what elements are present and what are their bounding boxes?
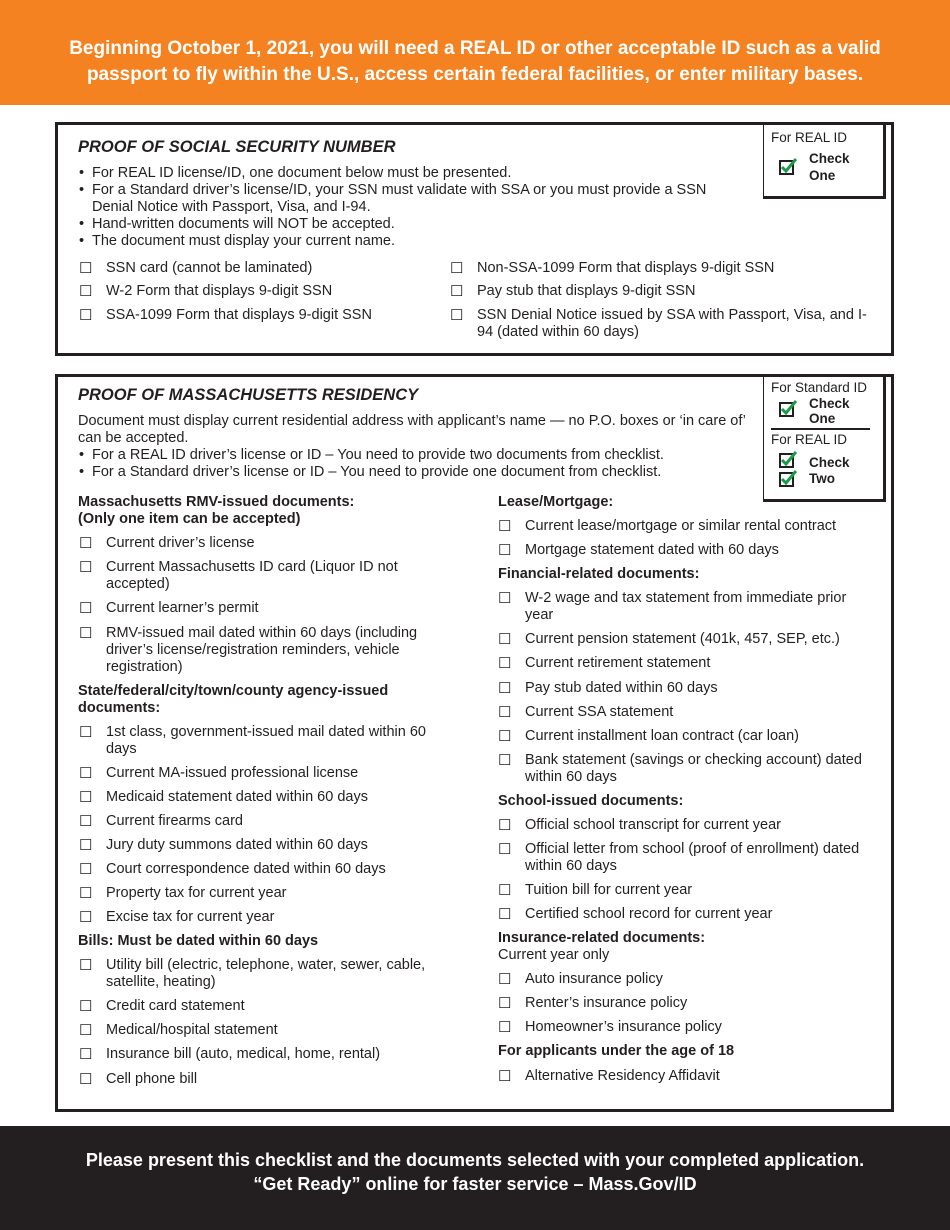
checklist-item[interactable] bbox=[79, 283, 439, 300]
green-checkmark-icon bbox=[779, 451, 797, 468]
checkbox-icon[interactable]: ☐ bbox=[79, 260, 93, 277]
checklist-item-label: Medical/hospital statement bbox=[106, 1022, 278, 1038]
checklist-item-label: Current firearms card bbox=[106, 813, 243, 829]
ssn-instructions bbox=[79, 165, 734, 250]
checklist-item-label: Mortgage statement dated with 60 days bbox=[525, 542, 779, 558]
rmv-documents-heading bbox=[78, 494, 458, 528]
checklist-item[interactable] bbox=[450, 307, 870, 341]
tag-check-count: One bbox=[809, 168, 836, 183]
checklist-item[interactable] bbox=[498, 542, 883, 559]
checklist-item-label: Utility bill (electric, telephone, water, sewer, cable, satellite, heating) bbox=[106, 957, 426, 990]
checklist-item[interactable] bbox=[498, 655, 883, 672]
checkbox-icon[interactable]: ☐ bbox=[498, 590, 512, 607]
checklist-item-label: W-2 wage and tax statement from immediate prior year bbox=[525, 590, 847, 623]
tag-label: For REAL ID bbox=[771, 130, 848, 145]
banner-line-1: Beginning October 1, 2021, you will need a REAL ID or other acceptable ID such as a valid bbox=[69, 38, 881, 59]
checkbox-icon[interactable]: ☐ bbox=[79, 625, 93, 642]
instruction-item: • For REAL ID license/ID, one document below must be presented. bbox=[79, 165, 734, 182]
agency-documents-heading: State/federal/city/town/county agency-issued documents: bbox=[78, 683, 389, 716]
checklist-item-label: SSN card (cannot be laminated) bbox=[106, 260, 313, 276]
checklist-item[interactable] bbox=[498, 817, 883, 834]
checklist-item[interactable] bbox=[79, 885, 439, 902]
checkbox-icon[interactable]: ☐ bbox=[79, 559, 93, 576]
checkbox-icon[interactable]: ☐ bbox=[498, 882, 512, 899]
checklist-item[interactable] bbox=[498, 1019, 883, 1036]
checkbox-icon[interactable]: ☐ bbox=[498, 1019, 512, 1036]
tag-check-count: One bbox=[809, 411, 836, 426]
instruction-item: • For a REAL ID driver’s license or ID – You need to provide two documents from checklist. bbox=[79, 447, 749, 464]
checklist-item-label: Excise tax for current year bbox=[106, 909, 275, 925]
banner-line-2: passport to fly within the U.S., access certain federal facilities, or enter military bases. bbox=[86, 64, 864, 85]
green-checkmark-icon bbox=[779, 400, 797, 417]
checkbox-icon[interactable]: ☐ bbox=[79, 1046, 93, 1063]
checklist-item-label: Medicaid statement dated within 60 days bbox=[106, 789, 368, 805]
residency-section bbox=[55, 374, 894, 1112]
tag-divider bbox=[771, 428, 870, 430]
checklist-item[interactable] bbox=[79, 625, 454, 676]
checklist-item-label: Non-SSA-1099 Form that displays 9-digit SSN bbox=[477, 260, 775, 276]
ssn-section bbox=[55, 122, 894, 356]
checkbox-icon[interactable]: ☐ bbox=[79, 885, 93, 902]
checkbox-icon[interactable]: ☐ bbox=[498, 906, 512, 923]
instruction-item: • For a Standard driver’s license or ID – You need to provide one document from checklist. bbox=[79, 464, 749, 481]
checklist-item[interactable] bbox=[79, 1071, 454, 1088]
checklist-item-label: Cell phone bill bbox=[106, 1071, 198, 1087]
instructions-footer bbox=[0, 1126, 950, 1230]
checklist-item-label: Auto insurance policy bbox=[525, 971, 663, 987]
checklist-item-label: RMV-issued mail dated within 60 days (including driver’s license/registration reminders, vehicle registration) bbox=[106, 625, 418, 675]
checklist-item[interactable] bbox=[498, 841, 863, 875]
checklist-item-label: Tuition bill for current year bbox=[525, 882, 693, 898]
checkbox-icon[interactable]: ☐ bbox=[79, 1022, 93, 1039]
checklist-item-label: Certified school record for current year bbox=[525, 906, 773, 922]
checkbox-icon[interactable]: ☐ bbox=[79, 724, 93, 741]
checkbox-icon[interactable]: ☐ bbox=[450, 260, 464, 277]
rmv-heading-line-2: (Only one item can be accepted) bbox=[78, 511, 301, 527]
checkbox-icon[interactable]: ☐ bbox=[79, 283, 93, 300]
checkbox-icon[interactable]: ☐ bbox=[498, 971, 512, 988]
checkbox-icon[interactable]: ☐ bbox=[79, 909, 93, 926]
checklist-item-label: Alternative Residency Affidavit bbox=[525, 1068, 720, 1084]
checklist-item[interactable] bbox=[79, 1022, 454, 1039]
checklist-item-label: Pay stub dated within 60 days bbox=[525, 680, 718, 696]
checklist-item[interactable] bbox=[498, 704, 883, 721]
checklist-item[interactable] bbox=[79, 600, 439, 617]
checklist-item[interactable] bbox=[498, 590, 858, 624]
checklist-item[interactable] bbox=[498, 752, 868, 786]
checklist-item[interactable] bbox=[79, 957, 454, 991]
checklist-item-label: Current retirement statement bbox=[525, 655, 711, 671]
checklist-item[interactable] bbox=[450, 260, 870, 277]
checklist-item-label: Current lease/mortgage or similar rental contract bbox=[525, 518, 837, 534]
checklist-item-label: Court correspondence dated within 60 days bbox=[106, 861, 386, 877]
checklist-item-label: Current learner’s permit bbox=[106, 600, 259, 616]
checkbox-icon[interactable]: ☐ bbox=[79, 600, 93, 617]
instruction-item: • The document must display your current name. bbox=[79, 233, 734, 250]
residency-instructions bbox=[79, 447, 749, 481]
checkbox-icon[interactable]: ☐ bbox=[79, 837, 93, 854]
school-heading: School-issued documents: bbox=[498, 793, 684, 809]
checkbox-icon[interactable]: ☐ bbox=[498, 752, 512, 769]
checklist-item[interactable] bbox=[79, 837, 439, 854]
checklist-item-label: Property tax for current year bbox=[106, 885, 287, 901]
checklist-item-label: Official letter from school (proof of enrollment) dated within 60 days bbox=[525, 841, 860, 874]
residency-section-title: PROOF OF MASSACHUSETTS RESIDENCY bbox=[78, 386, 419, 404]
footer-line-2: “Get Ready” online for faster service – Mass.Gov/ID bbox=[253, 1174, 697, 1194]
checklist-item[interactable] bbox=[498, 518, 883, 535]
checkbox-icon[interactable]: ☐ bbox=[498, 817, 512, 834]
checkbox-icon[interactable]: ☐ bbox=[79, 861, 93, 878]
checkbox-icon[interactable]: ☐ bbox=[450, 283, 464, 300]
checkbox-icon[interactable]: ☐ bbox=[79, 307, 93, 324]
checklist-item-label: Current MA-issued professional license bbox=[106, 765, 359, 781]
checklist-item[interactable] bbox=[79, 307, 439, 324]
ssn-section-title: PROOF OF SOCIAL SECURITY NUMBER bbox=[78, 138, 396, 156]
lease-heading: Lease/Mortgage: bbox=[498, 494, 614, 510]
checklist-item-label: Bank statement (savings or checking account) dated within 60 days bbox=[525, 752, 862, 785]
checklist-item[interactable] bbox=[450, 283, 870, 300]
checklist-item[interactable] bbox=[498, 631, 883, 648]
checklist-item[interactable] bbox=[498, 995, 883, 1012]
checklist-item[interactable] bbox=[498, 680, 883, 697]
checklist-item-label: Current SSA statement bbox=[525, 704, 674, 720]
checkbox-icon[interactable]: ☐ bbox=[498, 704, 512, 721]
checklist-item[interactable] bbox=[498, 728, 883, 745]
checklist-item[interactable] bbox=[79, 998, 454, 1015]
checklist-item[interactable] bbox=[498, 1068, 883, 1085]
checkbox-icon[interactable]: ☐ bbox=[79, 998, 93, 1015]
instruction-item: • Hand-written documents will NOT be accepted. bbox=[79, 216, 734, 233]
ssn-real-id-tag bbox=[763, 125, 886, 199]
checklist-item-label: Official school transcript for current year bbox=[525, 817, 781, 833]
checkbox-icon[interactable]: ☐ bbox=[498, 680, 512, 697]
checklist-item-label: SSN Denial Notice issued by SSA with Passport, Visa, and I-94 (dated within 60 days) bbox=[477, 307, 867, 340]
tag-label-real-id: For REAL ID bbox=[771, 432, 848, 447]
checkbox-icon[interactable]: ☐ bbox=[498, 841, 512, 858]
financial-heading: Financial-related documents: bbox=[498, 566, 700, 582]
checklist-item[interactable] bbox=[79, 861, 439, 878]
checklist-item-label: Credit card statement bbox=[106, 998, 245, 1014]
checklist-item-label: Current pension statement (401k, 457, SEP, etc.) bbox=[525, 631, 840, 647]
checklist-item-label: Homeowner’s insurance policy bbox=[525, 1019, 722, 1035]
checkbox-icon[interactable]: ☐ bbox=[79, 957, 93, 974]
checklist-item[interactable] bbox=[498, 971, 883, 988]
green-checkmark-icon bbox=[779, 158, 797, 175]
insurance-heading: Insurance-related documents: bbox=[498, 930, 706, 946]
tag-check-word: Check bbox=[809, 151, 850, 166]
checklist-item-label: Jury duty summons dated within 60 days bbox=[106, 837, 368, 853]
checkbox-icon[interactable]: ☐ bbox=[498, 1068, 512, 1085]
tag-check-word: Check bbox=[809, 455, 850, 470]
insurance-note: Current year only bbox=[498, 947, 610, 963]
checklist-item-label: Current installment loan contract (car loan) bbox=[525, 728, 800, 744]
green-checkmark-icon bbox=[779, 470, 797, 487]
checklist-item[interactable] bbox=[79, 909, 439, 926]
checklist-item[interactable] bbox=[79, 559, 439, 593]
checklist-item-label: Current Massachusetts ID card (Liquor ID not accepted) bbox=[106, 559, 398, 592]
instruction-item: • For a Standard driver’s license/ID, your SSN must validate with SSA or you must provide a SSN Denial Notice with Passport, Visa, and I-94. bbox=[79, 182, 734, 216]
checklist-item-label: 1st class, government-issued mail dated within 60 days bbox=[106, 724, 426, 757]
checkbox-icon[interactable]: ☐ bbox=[79, 789, 93, 806]
checklist-item-label: Pay stub that displays 9-digit SSN bbox=[477, 283, 696, 299]
checkbox-icon[interactable]: ☐ bbox=[498, 655, 512, 672]
tag-check-word: Check bbox=[809, 396, 850, 411]
rmv-heading-line-1: Massachusetts RMV-issued documents: bbox=[78, 494, 355, 510]
checklist-item-label: Renter’s insurance policy bbox=[525, 995, 688, 1011]
checkbox-icon[interactable]: ☐ bbox=[79, 535, 93, 552]
tag-label-standard: For Standard ID bbox=[771, 380, 868, 395]
residency-id-tag bbox=[763, 377, 886, 502]
checklist-item-label: Current driver’s license bbox=[106, 535, 255, 551]
checklist-item[interactable] bbox=[79, 1046, 454, 1063]
checkbox-icon[interactable]: ☐ bbox=[498, 542, 512, 559]
checklist-item[interactable] bbox=[79, 260, 439, 277]
bills-heading: Bills: Must be dated within 60 days bbox=[78, 933, 319, 949]
checklist-item-label: Insurance bill (auto, medical, home, rental) bbox=[106, 1046, 381, 1062]
checklist-item[interactable] bbox=[79, 535, 439, 552]
checkbox-icon[interactable]: ☐ bbox=[79, 765, 93, 782]
minors-heading: For applicants under the age of 18 bbox=[498, 1043, 735, 1059]
checklist-item[interactable] bbox=[79, 789, 439, 806]
footer-line-1: Please present this checklist and the documents selected with your completed application. bbox=[85, 1150, 865, 1170]
checkbox-icon[interactable]: ☐ bbox=[79, 1071, 93, 1088]
checkbox-icon[interactable]: ☐ bbox=[498, 995, 512, 1012]
checklist-item-label: W-2 Form that displays 9-digit SSN bbox=[106, 283, 333, 299]
checklist-item[interactable] bbox=[79, 813, 439, 830]
checkbox-icon[interactable]: ☐ bbox=[498, 518, 512, 535]
checklist-item[interactable] bbox=[498, 882, 883, 899]
checklist-item[interactable] bbox=[79, 724, 439, 758]
checklist-item[interactable] bbox=[79, 765, 439, 782]
real-id-banner bbox=[0, 0, 950, 105]
checklist-item-label: SSA-1099 Form that displays 9-digit SSN bbox=[106, 307, 372, 323]
checkbox-icon[interactable]: ☐ bbox=[498, 631, 512, 648]
checkbox-icon[interactable]: ☐ bbox=[450, 307, 464, 324]
checkbox-icon[interactable]: ☐ bbox=[498, 728, 512, 745]
tag-check-count: Two bbox=[809, 471, 835, 486]
checklist-item[interactable] bbox=[498, 906, 883, 923]
residency-intro: Document must display current residential address with applicant’s name — no P.O. boxes or ‘in care of’ can be accepted. bbox=[78, 413, 746, 446]
checkbox-icon[interactable]: ☐ bbox=[79, 813, 93, 830]
